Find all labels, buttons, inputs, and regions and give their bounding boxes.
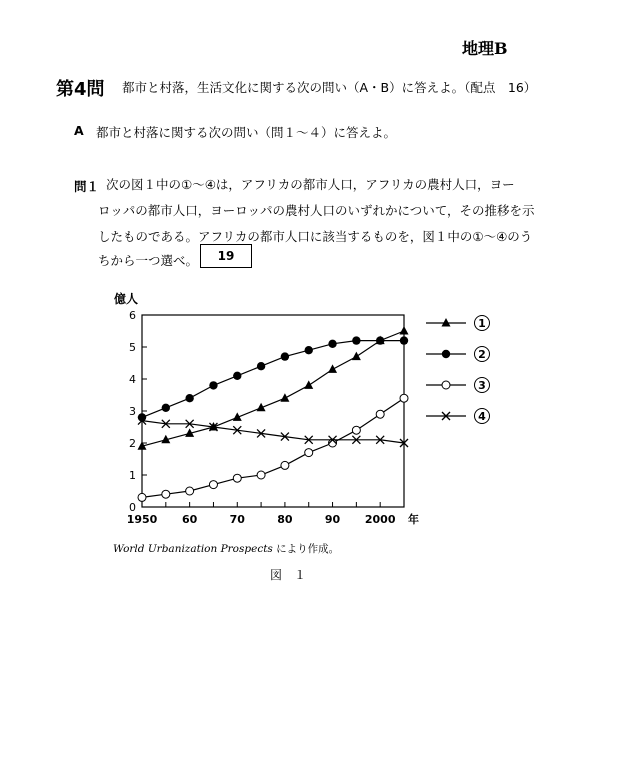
x-tick-label: 80 (277, 513, 293, 526)
population-line-chart (100, 280, 500, 540)
open-circle-marker (138, 493, 146, 501)
x-tick-label: 2000 (364, 513, 396, 526)
q1-text-line: 次の図１中の①～④は，アフリカの都市人口，アフリカの農村人口，ヨー (106, 177, 515, 192)
filled-circle-marker (376, 336, 384, 344)
x-tick-label: 60 (181, 513, 198, 526)
open-circle-marker (209, 481, 217, 489)
legend-label: 2 (478, 348, 486, 361)
filled-circle-marker (281, 352, 289, 360)
legend-label: 4 (478, 410, 486, 423)
open-circle-marker (257, 471, 265, 479)
filled-circle-marker (257, 362, 265, 370)
open-circle-marker (186, 487, 194, 495)
y-tick-label: 5 (129, 341, 136, 354)
q1-text-line: したものである。アフリカの都市人口に該当するものを，図１中の①～④のう (98, 229, 533, 244)
x-tick-label: 1950 (126, 513, 158, 526)
filled-circle-marker (352, 336, 360, 344)
filled-circle-marker (209, 381, 217, 389)
y-tick-label: 4 (129, 373, 136, 386)
open-circle-marker (400, 394, 408, 402)
subject-title: 地理B (462, 39, 508, 58)
part-a-label: A (74, 123, 84, 138)
part-a-text: 都市と村落に関する次の問い（問１～４）に答えよ。 (96, 125, 397, 140)
filled-circle-marker (400, 336, 408, 344)
triangle-marker (352, 352, 361, 361)
y-tick-label: 1 (129, 469, 136, 482)
filled-circle-marker (328, 340, 336, 348)
y-tick-label: 0 (129, 501, 136, 514)
y-tick-label: 6 (129, 309, 136, 322)
filled-circle-marker (233, 372, 241, 380)
series-line-3 (142, 398, 404, 497)
q1-text-line: ロッパの都市人口，ヨーロッパの農村人口のいずれかについて，その推移を示 (98, 203, 535, 218)
triangle-marker (304, 380, 313, 389)
question-number: 第4問 (56, 79, 105, 100)
open-circle-marker (305, 449, 313, 457)
plot-frame (142, 315, 404, 507)
legend-label: 1 (478, 317, 486, 330)
series-line-2 (142, 341, 404, 418)
question-heading: 都市と村落，生活文化に関する次の問い（A・B）に答えよ。（配点 16） (122, 80, 537, 95)
filled-circle-marker (442, 350, 450, 358)
y-tick-label: 3 (129, 405, 136, 418)
q1-text-line: ちから一つ選べ。 (98, 253, 199, 268)
legend-label: 3 (478, 379, 486, 392)
open-circle-marker (442, 381, 450, 389)
figure-caption: 図 １ (270, 568, 307, 582)
open-circle-marker (352, 426, 360, 434)
y-tick-label: 2 (129, 437, 136, 450)
q1-label: 問１ (74, 179, 100, 194)
triangle-marker (400, 326, 409, 335)
x-tick-label: 70 (229, 513, 245, 526)
figure-source (113, 541, 339, 556)
x-tick-label: 90 (324, 513, 341, 526)
open-circle-marker (233, 474, 241, 482)
open-circle-marker (162, 490, 170, 498)
filled-circle-marker (185, 394, 193, 402)
triangle-marker (280, 393, 289, 402)
triangle-marker (328, 364, 337, 373)
open-circle-marker (281, 461, 289, 469)
open-circle-marker (376, 410, 384, 418)
series-line-1 (142, 331, 404, 446)
source-note: により作成。 (272, 543, 340, 555)
y-axis-label: 億人 (114, 292, 139, 306)
filled-circle-marker (305, 346, 313, 354)
x-axis-unit-label: 年 (408, 513, 419, 526)
source-title: World Urbanization Prospects (113, 543, 273, 555)
answer-box: 19 (200, 244, 252, 268)
triangle-marker (442, 318, 451, 327)
filled-circle-marker (162, 404, 170, 412)
